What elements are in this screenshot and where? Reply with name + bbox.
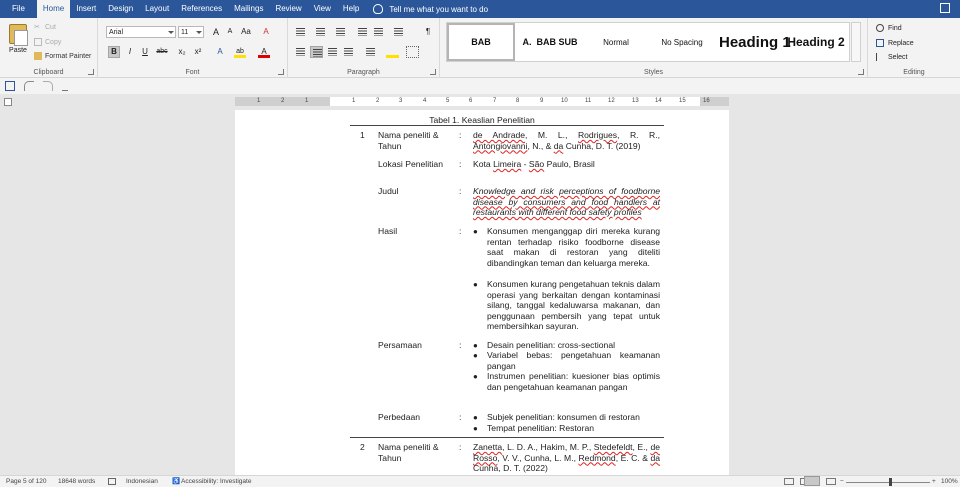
replace-button[interactable] [876,39,914,47]
font-size-combo[interactable] [178,26,204,38]
highlight-button[interactable]: ab [234,46,246,58]
result-bullet: Konsumen menganggap diri mereka kurang rentan terhadap risiko foodborne disease saat makan di restoran yang diteliti dibandingkan teman dan keluarga mereka. [487,226,660,268]
borders-icon[interactable] [406,46,419,58]
table-caption: Tabel 1. Keaslian Penelitian [429,115,535,125]
text-run: , V. V., Cunha, L. M., [497,452,579,463]
spell-word: Stedefeldt [593,442,633,452]
author-value [473,442,660,474]
font-size-value: 11 [181,29,189,36]
proofing-icon[interactable] [108,478,116,485]
ruler-number: 5 [446,98,450,104]
text-run: Cunha, D. T. (2019) [563,140,641,151]
ruler-number: 4 [423,98,427,104]
row-colon: : [459,442,462,452]
text-effects-button[interactable]: A [217,47,223,56]
copy-label: Copy [45,38,62,46]
styles-launcher-icon[interactable] [858,69,864,75]
ribbon-display-icon[interactable] [940,3,950,13]
font-group [98,18,288,78]
text-run: - [521,159,529,169]
row-colon: : [459,159,462,169]
styles-gallery [446,22,850,62]
text-run: , R. R., [617,130,660,140]
shrink-font-button[interactable]: A [227,28,233,35]
chevron-down-icon [196,31,202,34]
ruler-number: 11 [585,98,592,104]
clipboard-group [0,18,98,78]
shading-icon[interactable] [386,46,399,58]
font-launcher-icon[interactable] [278,69,284,75]
increase-indent-icon[interactable] [372,26,385,38]
word-count[interactable]: 18648 words [58,478,96,485]
ruler-number: 2 [281,98,285,104]
styles-group-label: Styles [643,69,664,76]
replace-icon [876,39,884,47]
find-label: Find [888,24,902,32]
ruler-number: 2 [376,98,380,104]
cursor-icon [876,53,884,61]
result-bullet: Konsumen kurang pengetahuan teknis dalam operasi yang berkaitan dengan kontaminasi silang, tanggal kedaluwarsa makanan, dan penggunaan pembersih yang tepat untuk membersihkan sayuran. [487,279,660,331]
bullets-icon[interactable] [294,26,307,38]
save-icon[interactable] [5,81,15,91]
copy-icon [34,38,42,46]
tab-layout[interactable]: Layout [145,4,170,13]
clipboard-icon [9,24,27,44]
ruler-number: 15 [679,98,686,104]
superscript-button[interactable]: x² [194,47,202,56]
italic-button[interactable]: I [128,47,132,56]
style-no-spacing[interactable]: No Spacing [661,37,703,47]
spell-word: da [650,452,661,463]
accessibility-icon[interactable]: ♿ [172,478,181,485]
row-colon: : [459,130,462,140]
spell-word: Redmond [578,452,616,463]
location-value [473,159,660,170]
style-bab-sub[interactable]: A. BAB SUB [522,37,578,47]
row-separator [350,437,664,438]
bullet-icon: ● [473,341,478,350]
table-top-border [350,125,664,126]
redo-icon[interactable] [43,81,53,91]
text-run: , M. L., [525,130,578,140]
align-left-icon[interactable] [294,46,307,58]
style-heading-1[interactable]: Heading 1 [719,33,791,51]
ruler-number: 3 [399,98,403,104]
tab-mailings[interactable]: Mailings [234,4,264,13]
ruler-text-area [330,97,700,106]
style-bab[interactable]: BAB [447,23,515,61]
text-run: , N., & [527,140,554,151]
text-run: , E. C. & [615,452,651,463]
tab-insert[interactable]: Insert [76,4,97,13]
paste-label: Paste [9,47,27,54]
search-icon [876,24,884,32]
similarity-bullet: Instrumen penelitian: kuesioner bias optimis dan pengetahuan keamanan pangan [487,371,660,392]
text-run: Kota [473,159,494,169]
similarity-bullet: Variabel bebas: pengetahuan keamanan pangan [487,350,660,371]
spell-word: de Rosso [473,442,661,463]
difference-bullet: Tempat penelitian: Restoran [487,423,595,433]
row-colon: : [459,340,462,350]
ruler-number: 8 [516,98,520,104]
cut-label: Cut [45,23,56,31]
zoom-out-icon[interactable]: − [840,478,844,485]
zoom-in-icon[interactable]: + [932,478,936,485]
web-layout-icon[interactable] [826,478,836,485]
paintbrush-icon [34,52,42,60]
similarity-bullet: Desain penelitian: cross-sectional [487,340,616,350]
ruler-number: 1 [352,98,356,104]
bullet-icon: ● [473,372,478,381]
row-label: Nama peneliti & Tahun [378,442,439,463]
ruler-number: 10 [561,98,568,104]
page-count[interactable]: Page 5 of 120 [6,478,47,485]
tab-references[interactable]: References [181,4,223,13]
bullet-icon: ● [473,424,478,433]
spell-word: Rodrigues [577,130,618,140]
line-spacing-icon[interactable] [364,46,377,58]
tell-me-text: Tell me what you want to do [389,4,489,14]
ruler-number: 14 [655,98,662,104]
tab-review[interactable]: Review [275,4,302,13]
ruler-number: 7 [493,98,497,104]
format-painter-button[interactable] [34,52,91,60]
align-right-icon[interactable] [326,46,339,58]
spell-word: Zanetta [473,442,503,452]
font-family-value: Arial [109,29,124,36]
row-label: Judul [378,186,399,196]
zoom-slider-thumb[interactable] [889,478,892,486]
tell-me-box[interactable] [373,4,488,14]
tab-view[interactable]: View [313,4,331,13]
ruler-number: 12 [608,98,615,104]
spell-word: de Andrade [473,130,526,140]
ruler-number: 16 [703,98,710,104]
ribbon-tab-bar [0,0,960,18]
row-label: Perbedaan [378,412,421,422]
bullet-icon: ● [473,280,478,289]
author-value [473,130,660,151]
sort-icon[interactable] [392,26,405,38]
row-label: Lokasi Penelitian [378,159,443,169]
tab-design[interactable]: Design [108,4,134,13]
row-label: Nama peneliti & Tahun [378,130,439,151]
editing-group-label: Editing [903,69,925,76]
row-label: Persamaan [378,340,422,350]
text-run: Cunha, D. T. (2022) [473,463,548,473]
find-button[interactable] [876,24,902,32]
lightbulb-icon [373,4,383,14]
row-colon: : [459,412,462,422]
entry-number: 1 [360,130,365,140]
zoom-slider[interactable] [846,482,930,483]
clipboard-group-label: Clipboard [33,69,64,76]
quick-access-toolbar [0,78,960,94]
tab-selector[interactable] [4,98,12,106]
entry-number: 2 [360,442,365,452]
tab-file[interactable]: File [12,4,25,13]
ribbon [0,18,960,78]
replace-label: Replace [888,39,914,47]
difference-bullet: Subjek penelitian: konsumen di restoran [487,412,640,422]
horizontal-ruler[interactable] [235,97,729,106]
ruler-number: 6 [469,98,473,104]
font-family-combo[interactable] [106,26,176,38]
language[interactable]: Indonesian [126,478,158,485]
decrease-indent-icon[interactable] [356,26,369,38]
spell-word: Antongiovanni [473,140,528,151]
format-painter-label: Format Painter [45,52,92,60]
row-label: Hasil [378,226,398,236]
font-color-button[interactable]: A [258,46,270,58]
customize-toolbar-icon[interactable] [62,81,68,91]
ruler-number: 1 [257,98,261,104]
multilevel-list-icon[interactable] [334,26,347,38]
subscript-button[interactable]: x₂ [178,47,186,56]
text-run: , L. D. A., Hakim, M. P., [502,442,594,452]
title-value: Knowledge and risk perceptions of foodborne disease by consumers and food handlers at restaurants with different food safety profiles [473,186,660,217]
strikethrough-button[interactable]: abc [156,48,168,55]
accessibility-status[interactable]: Accessibility: Investigate [181,478,252,485]
chevron-down-icon [168,31,174,34]
row-colon: : [459,226,462,236]
paragraph-group-label: Paragraph [347,69,380,76]
styles-scroll-button[interactable] [851,22,861,62]
numbering-icon[interactable] [314,26,327,38]
ruler-row [0,94,960,109]
cut-button[interactable] [34,23,56,31]
focus-mode-icon[interactable] [784,478,794,485]
bullet-icon: ● [473,413,478,422]
status-bar [0,475,960,487]
spell-word: da [553,140,564,151]
zoom-level[interactable]: 100% [941,478,958,485]
ruler-number: 13 [632,98,639,104]
row-colon: : [459,186,462,196]
ruler-number: 9 [540,98,544,104]
grow-font-button[interactable]: A [212,27,219,37]
scissors-icon: ✂ [34,24,40,31]
align-center-icon[interactable] [310,46,323,58]
tab-help[interactable]: Help [342,4,360,13]
font-group-label: Font [185,69,200,76]
bold-button[interactable]: B [108,46,120,58]
show-formatting-button[interactable]: ¶ [425,27,431,36]
select-label: Select [888,53,908,61]
spell-word: São [528,159,545,169]
spell-word: Limeira [493,159,522,169]
change-case-button[interactable]: Aa [241,27,251,36]
underline-button[interactable]: U [142,47,148,56]
bullet-icon: ● [473,227,478,236]
clear-formatting-button[interactable]: A [263,27,269,36]
style-heading-2[interactable]: Heading 2 [787,35,845,49]
paragraph-launcher-icon[interactable] [430,69,436,75]
select-button[interactable] [876,53,907,61]
text-run: Paulo, Brasil [544,159,595,169]
justify-icon[interactable] [342,46,355,58]
paste-button[interactable] [6,24,30,64]
copy-button[interactable] [34,38,61,46]
document-page[interactable] [235,110,729,475]
style-normal[interactable]: Normal [603,37,629,47]
undo-icon[interactable] [24,81,34,91]
tab-home[interactable]: Home [37,0,70,18]
ruler-number: 1 [305,98,309,104]
clipboard-launcher-icon[interactable] [88,69,94,75]
paragraph-group [288,18,440,78]
print-layout-icon[interactable] [804,476,820,486]
bullet-icon: ● [473,351,478,360]
text-run: , E., [632,442,651,452]
